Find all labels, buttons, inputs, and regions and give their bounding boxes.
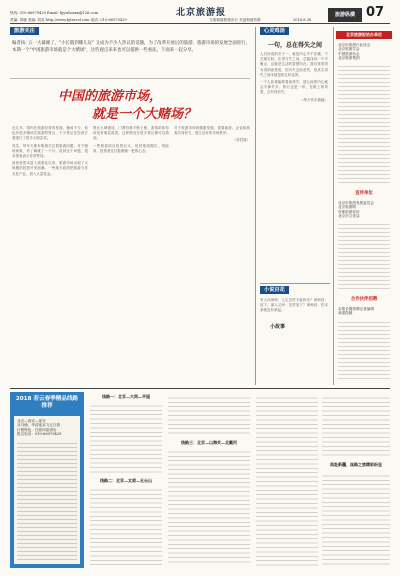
ad-title: 2018 若云春季精品线路推荐 — [15, 396, 79, 409]
editor-note: 编者按: 五一大幕刚了，"小长假到哪儿玩" 又成为不少人热议的话题，为了改革开放后的旅游，旅游市场的发展全面进行，本期一个"中国旅游市场就是个大赌场"，这些观点来来也可以提供一些看法，下面来一起分享。 — [12, 41, 250, 54]
section-label: 旅游纵横 — [334, 12, 355, 18]
list-item: 报名电话：010-66979429 — [17, 432, 62, 437]
list-item: 欢迎投稿 — [338, 311, 353, 316]
route-heading: 线路一：北京—大同—平遥 — [102, 394, 150, 399]
route-text — [322, 472, 390, 566]
right-divider — [260, 283, 330, 284]
paragraph: 一个人如果能够看淡得失，那么他的内心就会平静许多。旅行也是一样，在路上的风景，总有得有失。 — [260, 80, 328, 95]
paragraph: 其实，每年天都有旅游关注着旅游问题。对于赌场现象，有了解就了一个月，说到这个问题，很多游客表示非常赞同。 — [12, 143, 88, 159]
sidebar-divider — [333, 27, 334, 385]
editor-line: 责编: 刘晓 美编: 刘英 http://www.bjtravel.com 电话: 010-66979429 — [10, 18, 127, 22]
route-heading: 线路二：北京—太原—五台山 — [100, 478, 152, 483]
list-item: 首都旅游宣传 — [338, 209, 360, 214]
list-item: 北京—西安—延安 — [17, 419, 46, 423]
stories-body — [260, 298, 328, 386]
body-column-1 — [12, 126, 88, 384]
body-column-2 — [93, 126, 169, 384]
ad-inner — [14, 416, 80, 564]
list-item: 北京旅游集团 — [338, 56, 360, 61]
route-heading: 线路三：北京—山海关—北戴河 — [181, 440, 237, 445]
route-text — [90, 402, 162, 474]
bottom-col-4 — [256, 392, 390, 568]
headline-line2: 就是一个大赌场？ — [92, 107, 197, 122]
partners-title: 合作伙伴招聘 — [350, 297, 378, 302]
issue-date: 2018.8.28 — [293, 18, 312, 22]
headline-line1: 中国的旅游市场， — [58, 89, 163, 104]
list-item: 北京市文化局 — [338, 214, 360, 219]
section-tab — [328, 8, 362, 22]
bottom-rule — [10, 388, 390, 389]
stories-tag: 小说百花 — [260, 286, 289, 294]
lead-divider — [10, 78, 250, 79]
byline: （每天快乐摘编） — [300, 97, 328, 102]
list-item: 行程特色：住宿四星酒店 — [17, 427, 57, 432]
list-item: 中国旅游协会 — [338, 51, 360, 56]
route-text — [322, 394, 390, 458]
list-item: 北京旅游学会 — [338, 47, 360, 52]
tour-ad-panel — [10, 392, 84, 568]
list-item: 北京旅游网 — [338, 205, 356, 210]
route-heading: 再赴新疆，丝路之旅精彩纷呈 — [330, 462, 382, 467]
list-item: 本报长期招聘记者编辑 — [338, 307, 374, 311]
sidebar-filler — [338, 319, 390, 381]
sidebar — [336, 27, 392, 385]
promo-title: 宣传单位 — [355, 191, 373, 196]
paragraph: 而民营资本进入旅游业以来，旅游市场出现了大规模的投资开发浪潮。一些地方政府把旅游当作支柱产业，投入大量资金。 — [12, 161, 88, 176]
right-tag: 心灵鸡汤 — [260, 27, 289, 35]
ad-filler — [17, 440, 77, 560]
masthead-subtitle: 文明和谐旅游出行 共创和谐首都 — [209, 18, 261, 22]
route-text — [168, 394, 250, 436]
column-divider — [255, 27, 256, 385]
sponsors-title: 北京旅游报协办单位 — [336, 31, 392, 39]
ad-lines — [17, 419, 77, 437]
sidebar-filler — [338, 63, 390, 183]
paragraph: 景区大肆建设，门票价格不断上涨，游客的体验却没有明显改善。这种情况在很多景区都可以看到。 — [93, 126, 169, 141]
right-article-body — [260, 52, 328, 280]
list-item: 兵马俑、华清池双飞五日游 — [17, 423, 61, 428]
route-text — [90, 486, 162, 566]
sponsors-list — [338, 43, 390, 61]
bottom-col-2 — [90, 392, 162, 568]
paragraph: 对于旅游市场的健康发展，需要政府、企业和游客共同努力，建立良好的市场秩序。 — [174, 126, 250, 136]
story-subtitle: 小故事 — [270, 324, 286, 330]
route-text — [256, 394, 318, 566]
right-article-title: 一句，总在得失之间 — [268, 42, 323, 49]
bottom-col-3 — [168, 392, 250, 568]
partners-list — [338, 307, 390, 316]
promo-list — [338, 201, 390, 219]
contact-line: 热线: 010-66979429 Email: bjywhozxx@126.com — [10, 11, 98, 15]
feature-tag: 旅游关注 — [10, 27, 39, 35]
paragraph: 有人问禅师：人生怎样才能快乐？禅师说：放下。那人又问：怎样放下？禅师说：你本来就没有拿起。 — [260, 298, 328, 313]
sidebar-filler — [338, 221, 390, 291]
page-number: 07 — [366, 5, 385, 20]
header-rule — [10, 23, 390, 24]
route-text — [168, 448, 250, 566]
body-column-3 — [174, 126, 250, 384]
feature-body — [12, 126, 250, 386]
page-masthead: 北京旅游报 — [176, 8, 227, 18]
paragraph: 一些旅游项目投资巨大，但回报周期长，风险高，投资者往往抱着赌一把的心态。 — [93, 143, 169, 153]
byline: （刘君瑞） — [232, 138, 250, 143]
list-item: 北京市旅游发展委员会 — [338, 201, 374, 205]
list-item: 北京市旅游行业协会 — [338, 43, 371, 47]
paragraph: 近几年，国内在旅游经营的发展，赌场不少，但也有很多赌场式旅游的特点，不少景区在经营方面进行了很多大胆尝试。 — [12, 126, 88, 141]
paragraph: 人们所说的安于一，就是内心中不浮躁，不左顾右盼。在得与失之间，总能找到一个平衡点，这就是生活的智慧所在。我们常常因为得到而喜悦，因为失去而悲伤，但其实得失之间本就是相互转化的。 — [260, 52, 328, 77]
